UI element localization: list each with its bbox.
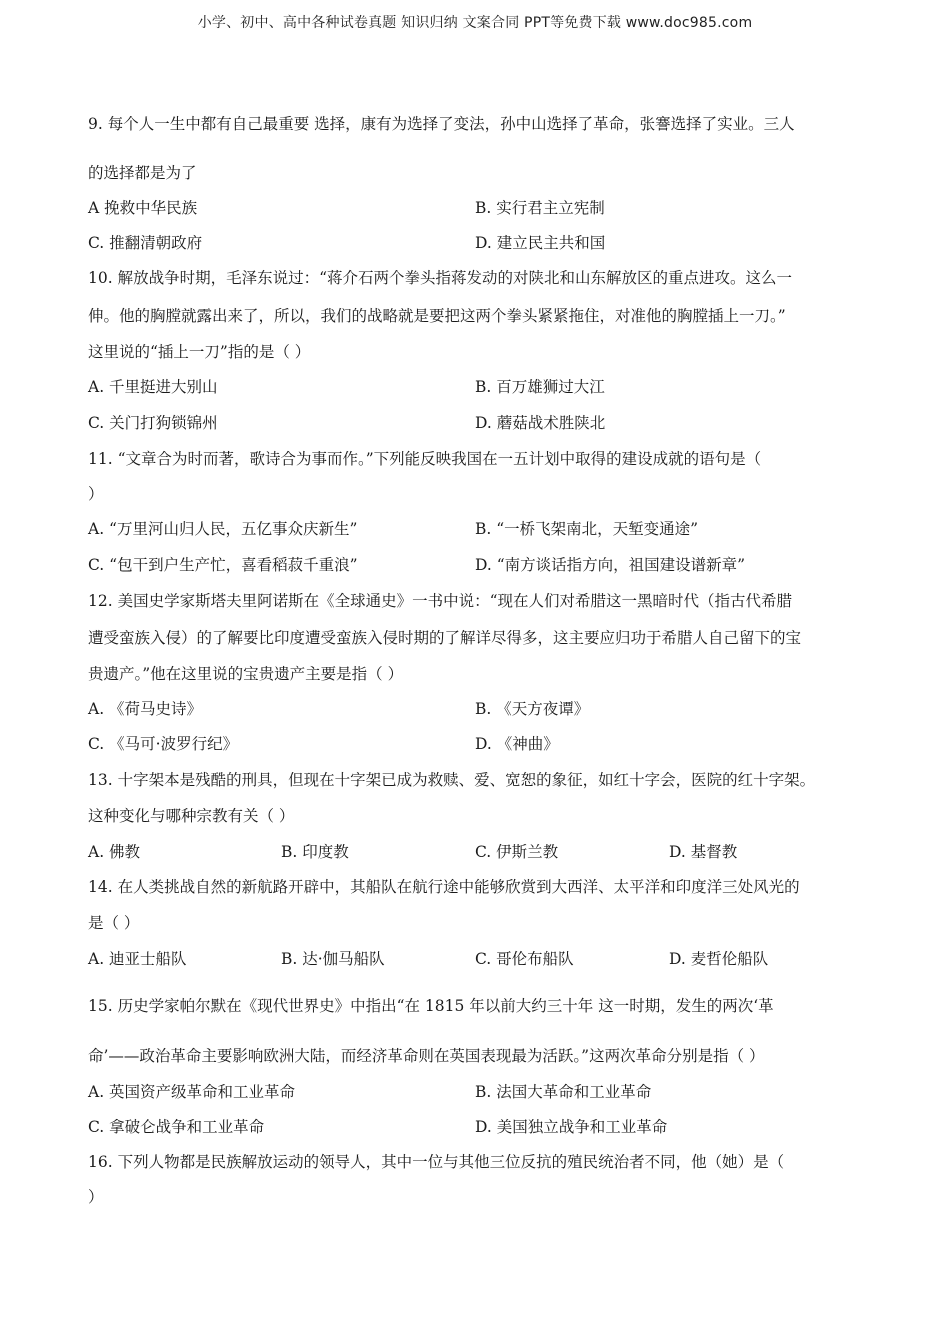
q15-option-a: A. 英国资产级革命和工业革命 [88,1083,296,1101]
q14-stem-line2: 是（ ） [88,914,140,932]
q11-option-d: D. “南方谈话指方向，祖国建设谱新章” [475,556,746,574]
q12-stem-line1: 12. 美国史学家斯塔夫里阿诺斯在《全球通史》一书中说：“现在人们对希腊这一黑暗时代（指古代希腊 [88,592,793,610]
q10-option-a: A. 千里挺进大别山 [88,378,218,396]
q13-option-b: B. 印度教 [281,843,349,861]
q10-option-b: B. 百万雄狮过大江 [475,378,605,396]
q9-stem-line2: 的选择都是为了 [88,164,197,182]
q11-stem-line2: ） [88,485,104,503]
q13-stem-line1: 13. 十字架本是残酷的刑具，但现在十字架已成为救赎、爱、宽恕的象征，如红十字会，医院的红十字架。 [88,771,816,789]
q15-option-b: B. 法国大革命和工业革命 [475,1083,652,1101]
q14-stem-line1: 14. 在人类挑战自然的新航路开辟中，其船队在航行途中能够欣赏到大西洋、太平洋和印度洋三处风光的 [88,878,800,896]
q12-stem-line3: 贵遗产。”他在这里说的宝贵遗产主要是指（ ） [88,665,404,683]
q11-option-b: B. “一桥飞架南北，天堑变通途” [475,520,699,538]
q10-stem-line1: 10. 解放战争时期，毛泽东说过：“蒋介石两个拳头指蒋发动的对陕北和山东解放区的重点进攻。这么一 [88,269,793,287]
q15-option-c: C. 拿破仑战争和工业革命 [88,1118,265,1136]
q11-option-a: A. “万里河山归人民，五亿事众庆新生” [88,520,358,538]
q16-stem-line1: 16. 下列人物都是民族解放运动的领导人，其中一位与其他三位反抗的殖民统治者不同，他（她）是（ [88,1153,785,1171]
q12-option-c: C. 《马可·波罗行纪》 [88,735,239,753]
q9-option-a: A 挽救中华民族 [88,199,198,217]
q13-stem-line2: 这种变化与哪种宗教有关（ ） [88,807,295,825]
q14-option-c: C. 哥伦布船队 [475,950,574,968]
q10-option-c: C. 关门打狗锁锦州 [88,414,218,432]
q12-option-b: B. 《天方夜谭》 [475,700,590,718]
q10-stem-line2: 伸。他的胸膛就露出来了，所以，我们的战略就是要把这两个拳头紧紧拖住，对准他的胸膛插上一刀。” [88,307,786,325]
q9-option-d: D. 建立民主共和国 [475,234,606,252]
q16-stem-line2: ） [88,1188,104,1206]
q9-stem-line1: 9. 每个人一生中都有自己最重要 选择，康有为选择了变法，孙中山选择了革命，张謇选择了实业。三人 [88,115,795,133]
q14-option-d: D. 麦哲伦船队 [669,950,769,968]
q10-option-d: D. 蘑菇战术胜陕北 [475,414,606,432]
q13-option-d: D. 基督教 [669,843,738,861]
q15-stem-line2: 命’——政治革命主要影响欧洲大陆，而经济革命则在英国表现最为活跃。”这两次革命分别是指（ ） [88,1047,765,1065]
q9-option-c: C. 推翻清朝政府 [88,234,203,252]
q15-stem-line1: 15. 历史学家帕尔默在《现代世界史》中指出“在 1815 年以前大约三十年 这一时期，发生的两次‘革 [88,997,774,1015]
q13-option-c: C. 伊斯兰教 [475,843,559,861]
q13-option-a: A. 佛教 [88,843,141,861]
page-header: 小学、初中、高中各种试卷真题 知识归纳 文案合同 PPT等免费下载 www.doc985.com [197,15,753,31]
q14-option-b: B. 达·伽马船队 [281,950,385,968]
q9-option-b: B. 实行君主立宪制 [475,199,605,217]
q10-stem-line3: 这里说的“插上一刀”指的是（ ） [88,343,311,361]
q11-option-c: C. “包干到户生产忙，喜看稻菽千重浪” [88,556,358,574]
q12-option-a: A. 《荷马史诗》 [88,700,203,718]
q11-stem-line1: 11. “文章合为时而著，歌诗合为事而作。”下列能反映我国在一五计划中取得的建设成就的语句是（ [88,450,762,468]
q15-option-d: D. 美国独立战争和工业革命 [475,1118,668,1136]
q12-option-d: D. 《神曲》 [475,735,559,753]
q14-option-a: A. 迪亚士船队 [88,950,187,968]
q12-stem-line2: 遭受蛮族入侵）的了解要比印度遭受蛮族入侵时期的了解详尽得多，这主要应归功于希腊人自己留下的宝 [88,629,802,647]
